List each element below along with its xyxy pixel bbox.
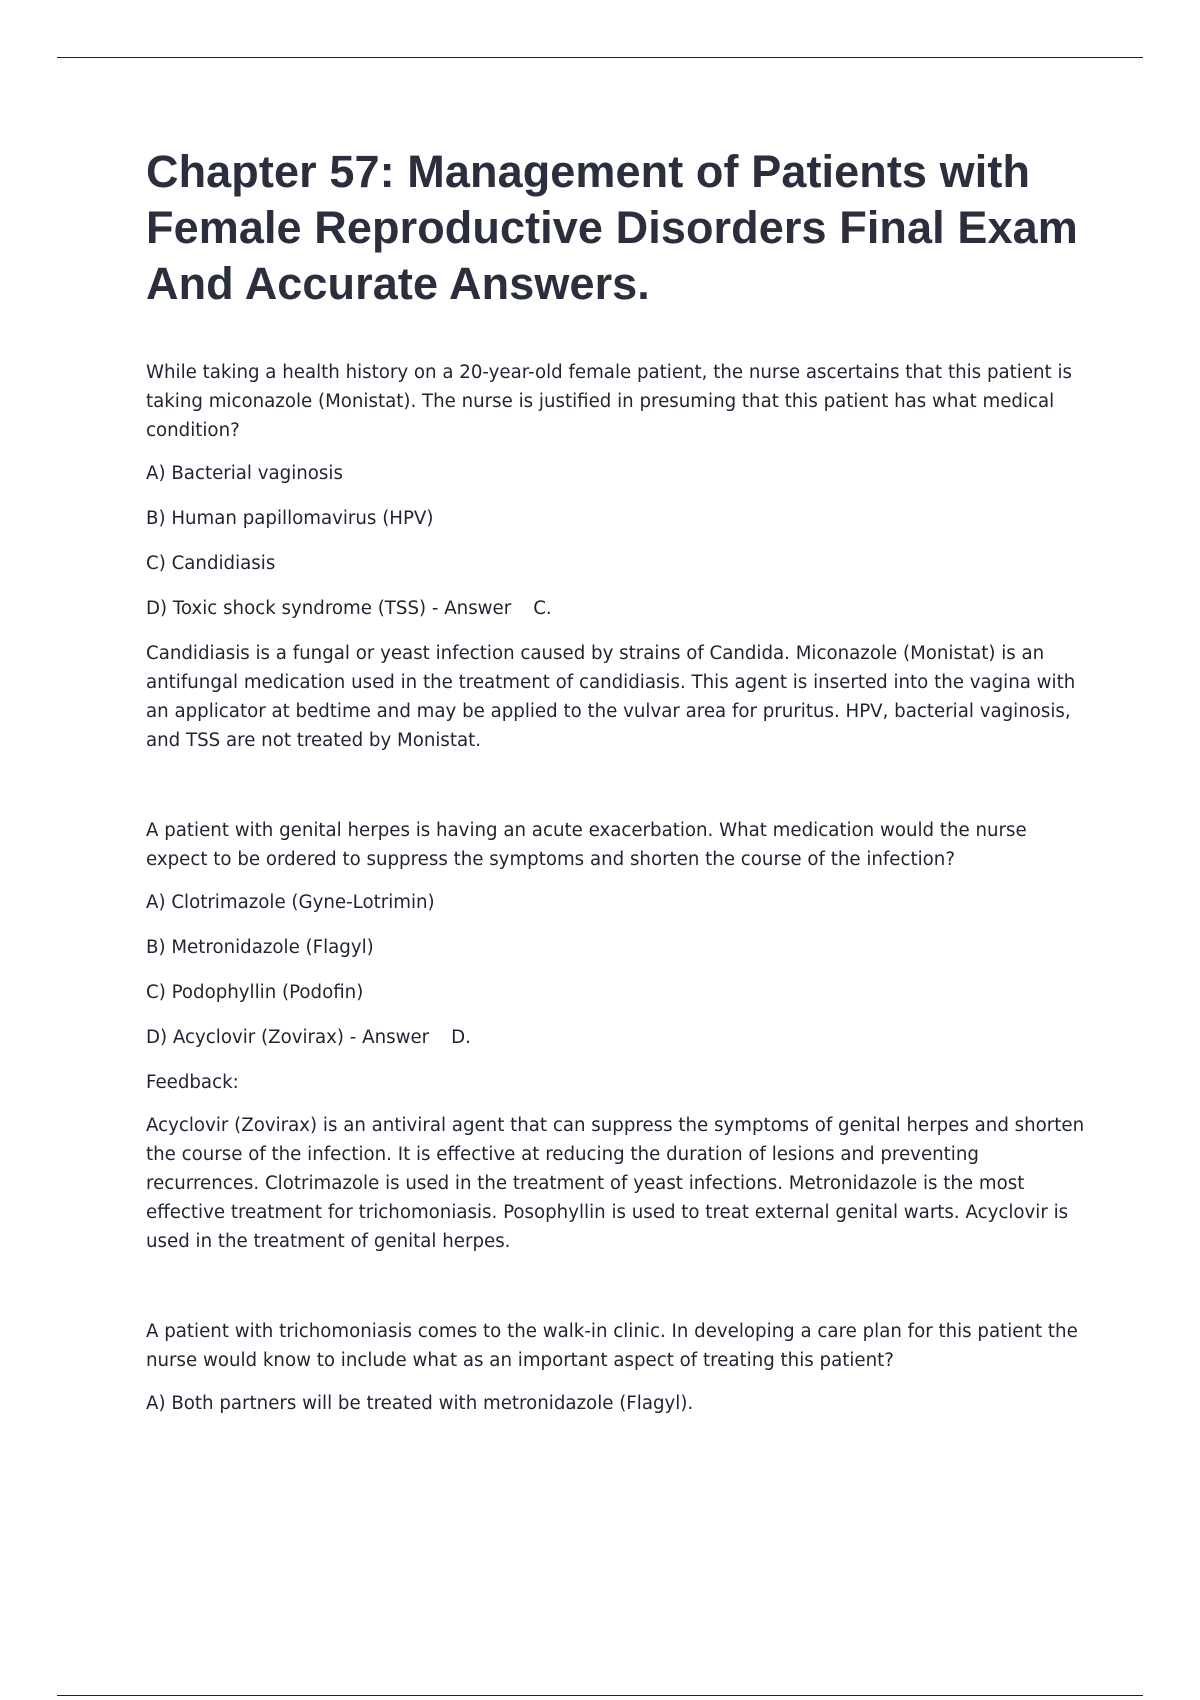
rationale: Acyclovir (Zovirax) is an antiviral agent that can suppress the symptoms of genital herpes and shorten the course of the infection. It is effective at reducing the duration of lesions and preventing recurrences. Clotrimazole is used in the treatment of yeast infections. Metronidazole is the most effective treatment for trichomoniasis. Posophyllin is used to treat external genital warts. Acyclovir is used in the treatment of genital herpes. bbox=[146, 1115, 1085, 1252]
answer-key: D. bbox=[451, 1027, 471, 1048]
option-a: A) Clotrimazole (Gyne-Lotrimin) bbox=[146, 892, 435, 913]
rationale: Candidiasis is a fungal or yeast infection caused by strains of Candida. Miconazole (Monistat) is an antifungal medication used in the treatment of candidiasis. This agent is inserted into the vagina with an applicator at bedtime and may be applied to the vulvar area for pruritus. HPV, bacterial vaginosis, and TSS are not treated by Monistat. bbox=[146, 643, 1076, 751]
option-c: C) Candidiasis bbox=[146, 553, 276, 574]
question-2 bbox=[146, 816, 1091, 1256]
option-d: D) Toxic shock syndrome (TSS) - Answer bbox=[146, 598, 512, 619]
feedback-label: Feedback: bbox=[146, 1072, 239, 1093]
question-1 bbox=[146, 358, 1091, 755]
option-d: D) Acyclovir (Zovirax) - Answer bbox=[146, 1027, 430, 1048]
question-3 bbox=[146, 1317, 1091, 1418]
option-a: A) Bacterial vaginosis bbox=[146, 463, 343, 484]
document-title: Chapter 57: Management of Patients with Female Reproductive Disorders Final Exam And Accurate Answers. bbox=[146, 146, 1078, 309]
option-a: A) Both partners will be treated with metronidazole (Flagyl). bbox=[146, 1393, 694, 1414]
option-b: B) Metronidazole (Flagyl) bbox=[146, 937, 374, 958]
option-c: C) Podophyllin (Podofin) bbox=[146, 982, 364, 1003]
bottom-rule bbox=[57, 1695, 1143, 1696]
question-text: A patient with trichomoniasis comes to the walk-in clinic. In developing a care plan for this patient the nurse would know to include what as an important aspect of treating this patient? bbox=[146, 1321, 1078, 1371]
question-text: While taking a health history on a 20-year-old female patient, the nurse ascertains that this patient is taking miconazole (Monistat). The nurse is justified in presuming that this patient has what medical condition? bbox=[146, 362, 1072, 441]
top-rule bbox=[57, 57, 1143, 58]
answer-key: C. bbox=[533, 598, 552, 619]
option-b: B) Human papillomavirus (HPV) bbox=[146, 508, 434, 529]
option-d-answer-line bbox=[146, 1023, 1091, 1052]
question-text: A patient with genital herpes is having an acute exacerbation. What medication would the nurse expect to be ordered to suppress the symptoms and shorten the course of the infection? bbox=[146, 820, 1027, 870]
document-body bbox=[146, 144, 1091, 1434]
option-d-answer-line bbox=[146, 594, 1091, 623]
